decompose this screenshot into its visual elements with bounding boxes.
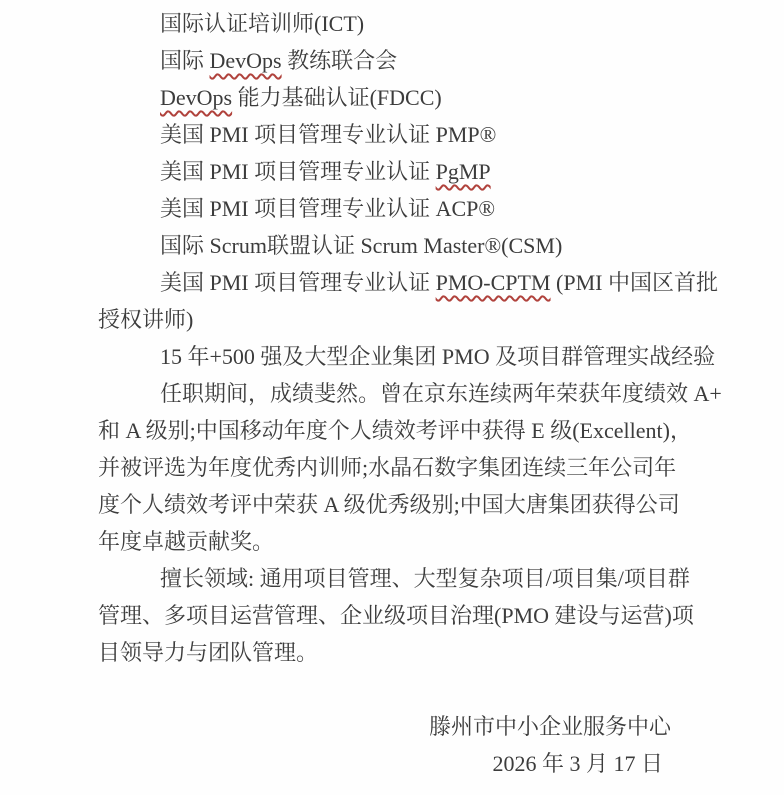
- text-segment: 能力基础认证(FDCC): [232, 85, 442, 110]
- body-line: [98, 486, 690, 523]
- text-segment: 授权讲师): [98, 307, 194, 332]
- text-segment: 美国 PMI 项目管理专业认证: [160, 159, 436, 184]
- certification-line: [98, 42, 690, 79]
- text-segment: 度个人绩效考评中荣获 A 级优秀级别;中国大唐集团获得公司: [98, 492, 680, 517]
- text-segment: 国际: [160, 48, 210, 73]
- text-segment: 并被评选为年度优秀内训师;水晶石数字集团连续三年公司年: [98, 455, 677, 480]
- certification-line: [98, 153, 690, 190]
- document-body: [98, 5, 722, 782]
- blank-line: [98, 671, 690, 708]
- body-line: [98, 338, 716, 375]
- certification-line: [98, 116, 690, 153]
- text-segment: 国际认证培训师(ICT): [160, 11, 365, 36]
- body-line: [98, 597, 694, 634]
- misspelled-word: DevOps: [209, 48, 282, 73]
- certification-line: [98, 301, 690, 338]
- body-line: [98, 560, 690, 597]
- signature-date: [98, 745, 690, 782]
- misspelled-word: PgMP: [435, 159, 491, 184]
- certification-line: [98, 227, 690, 264]
- text-segment: 擅长领域: 通用项目管理、大型复杂项目/项目集/项目群: [160, 566, 690, 591]
- certification-line: [98, 190, 690, 227]
- text-segment: 美国 PMI 项目管理专业认证: [160, 270, 436, 295]
- body-line: [98, 375, 722, 412]
- text-segment: 任职期间，成绩斐然。曾在京东连续两年荣获年度绩效 A+: [160, 381, 722, 406]
- text-segment: (PMI 中国区首批: [550, 270, 718, 295]
- body-line: [98, 634, 690, 671]
- certification-line: [98, 264, 718, 301]
- text-segment: 美国 PMI 项目管理专业认证 PMP®: [160, 122, 497, 147]
- body-line: [98, 412, 690, 449]
- text-segment: 教练联合会: [281, 48, 398, 73]
- signature-org: [98, 708, 690, 745]
- text-segment: 2026 年 3 月 17 日: [492, 751, 663, 776]
- body-line: [98, 523, 690, 560]
- text-segment: 滕州市中小企业服务中心: [428, 714, 671, 739]
- misspelled-word: PMO-CPTM: [435, 270, 551, 295]
- text-segment: 年度卓越贡献奖。: [98, 529, 275, 554]
- text-segment: 和 A 级别;中国移动年度个人绩效考评中获得 E 级(Excellent)，: [98, 418, 692, 443]
- text-segment: 目领导力与团队管理。: [98, 640, 319, 665]
- text-segment: 美国 PMI 项目管理专业认证 ACP®: [160, 196, 496, 221]
- text-segment: 国际 Scrum联盟认证 Scrum Master®(CSM): [160, 233, 563, 258]
- body-line: [98, 449, 690, 486]
- certification-line: [98, 79, 690, 116]
- text-segment: 15 年+500 强及大型企业集团 PMO 及项目群管理实战经验: [160, 344, 716, 369]
- text-segment: 管理、多项目运营管理、企业级项目治理(PMO 建设与运营)项: [98, 603, 694, 628]
- misspelled-word: DevOps: [160, 85, 233, 110]
- certification-line: [98, 5, 690, 42]
